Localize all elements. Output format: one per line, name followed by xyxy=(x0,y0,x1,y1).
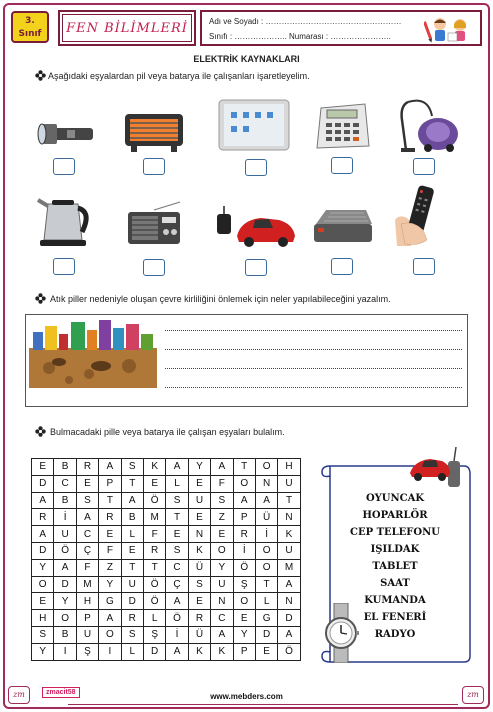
class-number-line: Sınıfı : ……………….. Numarası : ………………….. xyxy=(209,32,391,41)
footer-logo-left: zm xyxy=(8,686,30,704)
grid-cell[interactable]: Ö xyxy=(166,610,188,627)
grid-cell[interactable]: T xyxy=(143,559,165,576)
grid-cell[interactable]: T xyxy=(166,509,188,526)
radio-image xyxy=(124,200,184,246)
flower-bullet-icon xyxy=(35,70,46,81)
grid-cell[interactable]: E xyxy=(188,475,210,492)
grid-cell[interactable]: Z xyxy=(99,559,121,576)
q1-instruction: Aşağıdaki eşyalardan pil veya batarya ile çalışanları işaretleyelim. xyxy=(48,71,310,81)
checkbox-flashlight[interactable] xyxy=(53,158,75,175)
answer-line[interactable] xyxy=(165,349,462,350)
grid-cell[interactable]: E xyxy=(188,509,210,526)
grid-cell[interactable]: D xyxy=(278,610,300,627)
grid-cell[interactable]: G xyxy=(255,610,277,627)
grid-row xyxy=(32,542,301,559)
grid-cell[interactable]: Ö xyxy=(143,492,165,509)
grid-cell[interactable]: Ş xyxy=(76,643,98,660)
flower-bullet-icon xyxy=(35,426,46,437)
grid-cell[interactable]: Y xyxy=(54,593,76,610)
kettle-image xyxy=(36,192,98,248)
grid-cell[interactable]: U xyxy=(76,626,98,643)
grid-cell[interactable]: T xyxy=(99,492,121,509)
grid-cell[interactable]: K xyxy=(188,643,210,660)
grid-cell[interactable]: R xyxy=(121,610,143,627)
grid-row xyxy=(32,576,301,593)
grid-cell[interactable]: C xyxy=(76,526,98,543)
grid-cell[interactable]: D xyxy=(143,643,165,660)
grid-cell[interactable]: N xyxy=(188,526,210,543)
checkbox-toy-car[interactable] xyxy=(245,259,267,276)
grid-cell[interactable]: N xyxy=(255,475,277,492)
grid-cell[interactable]: P xyxy=(99,475,121,492)
grid-cell[interactable]: C xyxy=(54,475,76,492)
footer-divider xyxy=(68,704,458,705)
grid-cell[interactable]: P xyxy=(76,610,98,627)
grid-cell[interactable]: S xyxy=(76,492,98,509)
checkbox-kettle[interactable] xyxy=(53,258,75,275)
word-item: SAAT xyxy=(380,578,410,589)
battery-waste-image xyxy=(29,318,157,388)
grid-cell[interactable]: P xyxy=(233,509,255,526)
grid-row xyxy=(32,593,301,610)
grid-cell[interactable]: Ç xyxy=(166,576,188,593)
grid-cell[interactable]: A xyxy=(121,492,143,509)
grid-cell[interactable]: A xyxy=(32,492,54,509)
grid-cell[interactable]: F xyxy=(211,475,233,492)
grid-cell[interactable]: U xyxy=(211,576,233,593)
word-item: TABLET xyxy=(372,561,418,572)
calculator-image xyxy=(315,100,371,152)
grid-cell[interactable]: N xyxy=(211,593,233,610)
grid-cell[interactable]: E xyxy=(188,593,210,610)
grid-cell[interactable]: R xyxy=(143,542,165,559)
grid-cell[interactable]: D xyxy=(54,576,76,593)
grid-cell[interactable]: Ü xyxy=(188,626,210,643)
grid-cell[interactable]: S xyxy=(32,626,54,643)
grid-cell[interactable]: B xyxy=(121,509,143,526)
grid-row xyxy=(32,509,301,526)
grid-cell[interactable]: M xyxy=(143,509,165,526)
grid-cell[interactable]: T xyxy=(121,559,143,576)
checkbox-radio[interactable] xyxy=(143,259,165,276)
grid-cell[interactable]: R xyxy=(32,509,54,526)
grid-cell[interactable]: I xyxy=(99,643,121,660)
grid-cell[interactable]: D xyxy=(32,542,54,559)
name-line: Adı ve Soyadı : …………………………………………… xyxy=(209,17,402,26)
grid-cell[interactable]: C xyxy=(211,610,233,627)
grid-cell[interactable]: Ü xyxy=(255,509,277,526)
grid-row xyxy=(32,643,301,660)
grid-cell[interactable]: E xyxy=(76,475,98,492)
checkbox-grill[interactable] xyxy=(331,258,353,275)
grid-cell[interactable]: İ xyxy=(255,526,277,543)
student-info-box xyxy=(200,10,482,46)
grid-cell[interactable]: İ xyxy=(54,509,76,526)
grid-cell[interactable]: E xyxy=(233,610,255,627)
checkbox-vacuum[interactable] xyxy=(413,158,435,175)
grid-cell[interactable]: Ş xyxy=(233,576,255,593)
grid-cell[interactable]: U xyxy=(188,492,210,509)
grid-cell[interactable]: U xyxy=(54,526,76,543)
grid-row xyxy=(32,475,301,492)
grid-cell[interactable]: Ş xyxy=(143,626,165,643)
grid-cell[interactable]: B xyxy=(54,492,76,509)
grid-cell[interactable]: R xyxy=(99,509,121,526)
answer-line[interactable] xyxy=(165,368,462,369)
grid-cell[interactable]: N xyxy=(278,509,300,526)
word-item: EL FENERİ xyxy=(363,612,427,623)
grid-cell[interactable]: M xyxy=(76,576,98,593)
word-search-grid[interactable] xyxy=(31,458,301,661)
grid-cell[interactable]: L xyxy=(255,593,277,610)
grid-cell[interactable]: Y xyxy=(32,643,54,660)
grid-cell[interactable]: S xyxy=(121,626,143,643)
grid-cell[interactable]: O xyxy=(211,542,233,559)
grid-cell[interactable]: E xyxy=(99,526,121,543)
word-item: RADYO xyxy=(374,629,416,640)
grid-cell[interactable]: E xyxy=(143,475,165,492)
grid-cell[interactable]: Y xyxy=(233,626,255,643)
grid-cell[interactable]: Ö xyxy=(233,559,255,576)
grid-cell[interactable]: Ö xyxy=(278,643,300,660)
grid-cell[interactable]: A xyxy=(278,576,300,593)
grid-cell[interactable]: R xyxy=(188,610,210,627)
checkbox-remote[interactable] xyxy=(413,258,435,275)
grid-cell[interactable]: E xyxy=(32,593,54,610)
grid-cell[interactable]: K xyxy=(211,643,233,660)
grid-cell[interactable]: İ xyxy=(166,626,188,643)
subject-title: FEN BİLİMLERİ xyxy=(62,14,192,42)
grid-row xyxy=(32,610,301,627)
grid-cell[interactable]: G xyxy=(99,593,121,610)
section-title: ELEKTRİK KAYNAKLARI xyxy=(193,54,300,64)
grid-cell[interactable]: A xyxy=(76,509,98,526)
kids-illustration-icon xyxy=(424,15,476,44)
grid-cell[interactable]: A xyxy=(99,610,121,627)
grid-cell[interactable]: A xyxy=(166,459,188,476)
grid-cell[interactable]: Y xyxy=(211,559,233,576)
grid-cell[interactable]: O xyxy=(255,559,277,576)
grid-cell[interactable]: K xyxy=(188,542,210,559)
grid-cell[interactable]: O xyxy=(233,475,255,492)
grid-cell[interactable]: O xyxy=(255,542,277,559)
grid-cell[interactable]: Z xyxy=(211,509,233,526)
grid-cell[interactable]: Ü xyxy=(188,559,210,576)
toy-car-image xyxy=(213,206,299,250)
grid-cell[interactable]: E xyxy=(121,542,143,559)
grid-cell[interactable]: M xyxy=(278,559,300,576)
grid-cell[interactable]: Ö xyxy=(143,576,165,593)
grid-cell[interactable]: U xyxy=(121,576,143,593)
grid-cell[interactable]: A xyxy=(99,459,121,476)
grid-cell[interactable]: A xyxy=(166,643,188,660)
grid-cell[interactable]: O xyxy=(99,626,121,643)
grid-cell[interactable]: B xyxy=(54,626,76,643)
grid-cell[interactable]: K xyxy=(143,459,165,476)
grid-cell[interactable]: E xyxy=(211,526,233,543)
grid-cell[interactable]: C xyxy=(166,559,188,576)
grid-cell[interactable]: A xyxy=(54,559,76,576)
grid-cell[interactable]: Ç xyxy=(76,542,98,559)
rc-car-image xyxy=(408,447,468,493)
grade-label: Sınıf xyxy=(18,29,42,39)
word-item: KUMANDA xyxy=(364,595,426,606)
grid-cell[interactable]: E xyxy=(166,526,188,543)
grid-cell[interactable]: S xyxy=(121,459,143,476)
word-item: HOPARLÖR xyxy=(362,510,428,521)
grid-cell[interactable]: R xyxy=(76,459,98,476)
grid-cell[interactable]: Y xyxy=(188,459,210,476)
grid-row xyxy=(32,526,301,543)
grid-cell[interactable]: P xyxy=(233,643,255,660)
tablet-image xyxy=(217,98,291,154)
vacuum-cleaner-image xyxy=(398,96,464,156)
author-tag: zmacit58 xyxy=(42,687,80,698)
q3-instruction: Bulmacadaki pille veya batarya ile çalışan eşyaları bulalım. xyxy=(50,427,285,437)
grid-cell[interactable]: O xyxy=(233,593,255,610)
grid-cell[interactable]: L xyxy=(121,643,143,660)
grid-cell[interactable]: T xyxy=(121,475,143,492)
flashlight-image xyxy=(33,118,99,150)
grid-cell[interactable]: L xyxy=(121,526,143,543)
grid-cell[interactable]: F xyxy=(76,559,98,576)
grid-cell[interactable]: Ö xyxy=(54,542,76,559)
grid-cell[interactable]: L xyxy=(166,475,188,492)
word-item: OYUNCAK xyxy=(365,493,425,504)
grid-cell[interactable]: H xyxy=(278,459,300,476)
grid-cell[interactable]: A xyxy=(32,526,54,543)
flower-bullet-icon xyxy=(35,293,46,304)
grid-cell[interactable]: S xyxy=(166,542,188,559)
grid-cell[interactable]: A xyxy=(211,459,233,476)
grid-cell[interactable]: Ö xyxy=(143,593,165,610)
q2-instruction: Atık piller nedeniyle oluşan çevre kirliliğini önlemek için neler yapılabileceğini yazalım. xyxy=(50,294,391,304)
grid-cell[interactable]: D xyxy=(121,593,143,610)
grid-cell[interactable]: I xyxy=(54,643,76,660)
grid-cell[interactable]: T xyxy=(278,492,300,509)
grid-cell[interactable]: K xyxy=(278,526,300,543)
grid-cell[interactable]: A xyxy=(233,492,255,509)
subject-title-box xyxy=(58,10,196,46)
grid-row xyxy=(32,559,301,576)
grid-cell[interactable]: U xyxy=(278,542,300,559)
grade-number: 3. xyxy=(25,16,35,26)
grid-row xyxy=(32,492,301,509)
grid-cell[interactable]: T xyxy=(233,459,255,476)
grid-cell[interactable]: O xyxy=(54,610,76,627)
grid-cell[interactable]: Y xyxy=(99,576,121,593)
grid-cell[interactable]: R xyxy=(233,526,255,543)
grid-cell[interactable]: L xyxy=(143,610,165,627)
grid-cell[interactable]: U xyxy=(278,475,300,492)
grid-cell[interactable]: B xyxy=(54,459,76,476)
grid-cell[interactable]: A xyxy=(211,626,233,643)
grid-cell[interactable]: D xyxy=(255,626,277,643)
grid-cell[interactable]: H xyxy=(32,610,54,627)
grid-row xyxy=(32,459,301,476)
word-item: CEP TELEFONU xyxy=(350,527,440,538)
grid-cell[interactable]: E xyxy=(255,643,277,660)
checkbox-tablet[interactable] xyxy=(245,159,267,176)
grid-cell[interactable]: T xyxy=(255,576,277,593)
grid-cell[interactable]: O xyxy=(32,576,54,593)
grid-cell[interactable]: S xyxy=(188,576,210,593)
answer-line[interactable] xyxy=(165,387,462,388)
grid-cell[interactable]: A xyxy=(255,492,277,509)
grid-cell[interactable]: F xyxy=(99,542,121,559)
remote-control-image xyxy=(393,184,445,250)
grade-badge xyxy=(11,11,49,43)
grid-row xyxy=(32,626,301,643)
grid-cell[interactable]: D xyxy=(32,475,54,492)
grid-cell[interactable]: F xyxy=(143,526,165,543)
site-url[interactable]: www.mebders.com xyxy=(210,692,283,701)
electric-heater-image xyxy=(121,110,187,154)
answer-line[interactable] xyxy=(165,330,462,331)
grid-cell[interactable]: A xyxy=(166,593,188,610)
grid-cell[interactable]: S xyxy=(211,492,233,509)
grid-cell[interactable]: S xyxy=(166,492,188,509)
toaster-grill-image xyxy=(310,204,376,248)
grid-cell[interactable]: H xyxy=(76,593,98,610)
word-item: IŞILDAK xyxy=(370,544,420,555)
grid-cell[interactable]: O xyxy=(255,459,277,476)
grid-cell[interactable]: N xyxy=(278,593,300,610)
grid-cell[interactable]: E xyxy=(32,459,54,476)
checkbox-calculator[interactable] xyxy=(331,157,353,174)
grid-cell[interactable]: Y xyxy=(32,559,54,576)
checkbox-heater[interactable] xyxy=(143,158,165,175)
footer-logo-right: zm xyxy=(462,686,484,704)
grid-cell[interactable]: A xyxy=(278,626,300,643)
grid-cell[interactable]: İ xyxy=(233,542,255,559)
